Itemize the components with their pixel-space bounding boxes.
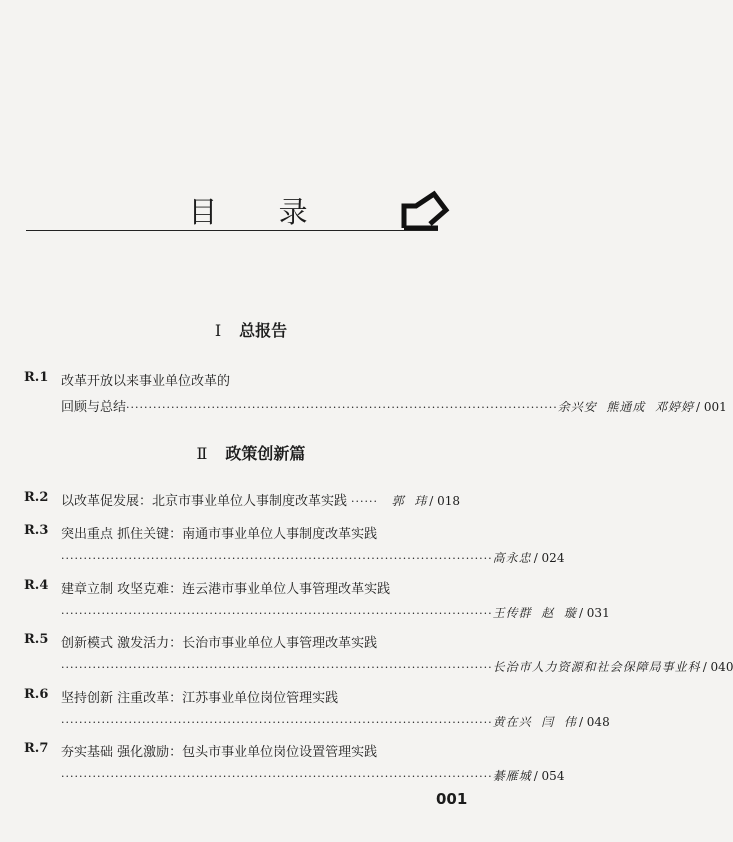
entry-authors: 郭 玮 <box>391 494 428 508</box>
entry-title-cont: 回顾与总结 <box>61 400 127 415</box>
entry-title: 以改革促发展：北京市事业单位人事制度改革实践 <box>61 494 348 509</box>
page-number: 001 <box>436 790 468 808</box>
entry-code: R.1 <box>24 370 49 385</box>
entry-code: R.2 <box>24 490 49 505</box>
entry-code: R.4 <box>24 578 49 593</box>
leader-dots: ································································································ <box>126 401 558 414</box>
leader-dots: ································································································ <box>61 661 493 674</box>
entry-title: 突出重点 抓住关键：南通市事业单位人事制度改革实践 <box>61 527 378 542</box>
section-heading-1 <box>0 318 502 341</box>
entry-page: / 048 <box>578 715 610 729</box>
entry-authors: 綦雁城 <box>492 769 532 783</box>
entry-title: 改革开放以来事业单位改革的 <box>61 374 231 389</box>
entry-title: 坚持创新 注重改革：江苏事业单位岗位管理实践 <box>61 691 339 706</box>
entry-title: 夯实基础 强化激励：包头市事业单位岗位设置管理实践 <box>61 745 378 760</box>
section-roman: Ⅰ <box>214 321 222 340</box>
entry-authors: 高永忠 <box>492 551 532 565</box>
entry-authors: 长治市人力资源和社会保障局事业科 <box>492 660 701 674</box>
entry-code: R.6 <box>24 687 49 702</box>
section-label: 政策创新篇 <box>225 444 306 463</box>
entry-code: R.5 <box>24 632 49 647</box>
leader-dots: ································································································ <box>61 607 493 620</box>
chapter-logo-icon <box>400 192 452 232</box>
leader-dots: ································································································ <box>61 770 493 783</box>
section-roman: Ⅱ <box>196 444 208 463</box>
toc-entry[interactable] <box>24 578 610 620</box>
toc-entry[interactable] <box>24 523 565 565</box>
entry-page: / 031 <box>578 606 610 620</box>
entry-page: / 001 <box>695 400 727 414</box>
section-label: 总报告 <box>239 321 288 340</box>
entry-page: / 024 <box>533 551 565 565</box>
toc-entry[interactable] <box>24 687 610 729</box>
entry-authors: 余兴安 熊通成 邓婷婷 <box>557 400 694 414</box>
toc-entry[interactable] <box>24 490 460 510</box>
leader-dots: ································································································ <box>61 716 493 729</box>
entry-title: 创新模式 激发活力：长治市事业单位人事管理改革实践 <box>61 636 378 651</box>
entry-title: 建章立制 攻坚克难：连云港市事业单位人事管理改革实践 <box>61 582 391 597</box>
entry-authors: 黄在兴 闫 伟 <box>492 715 577 729</box>
leader-dots: ······ <box>351 495 378 508</box>
toc-entry[interactable] <box>24 741 565 783</box>
entry-code: R.3 <box>24 523 49 538</box>
leader-dots: ································································································ <box>61 552 493 565</box>
section-heading-2 <box>0 441 502 464</box>
entry-code: R.7 <box>24 741 49 756</box>
entry-authors: 王传群 赵 璇 <box>492 606 577 620</box>
toc-title: 目 录 <box>188 195 334 229</box>
entry-page: / 040 <box>702 660 733 674</box>
toc-entry[interactable] <box>24 632 733 674</box>
toc-entry[interactable] <box>24 370 727 415</box>
entry-page: / 054 <box>533 769 565 783</box>
title-divider <box>26 230 438 231</box>
entry-page: / 018 <box>429 494 460 508</box>
